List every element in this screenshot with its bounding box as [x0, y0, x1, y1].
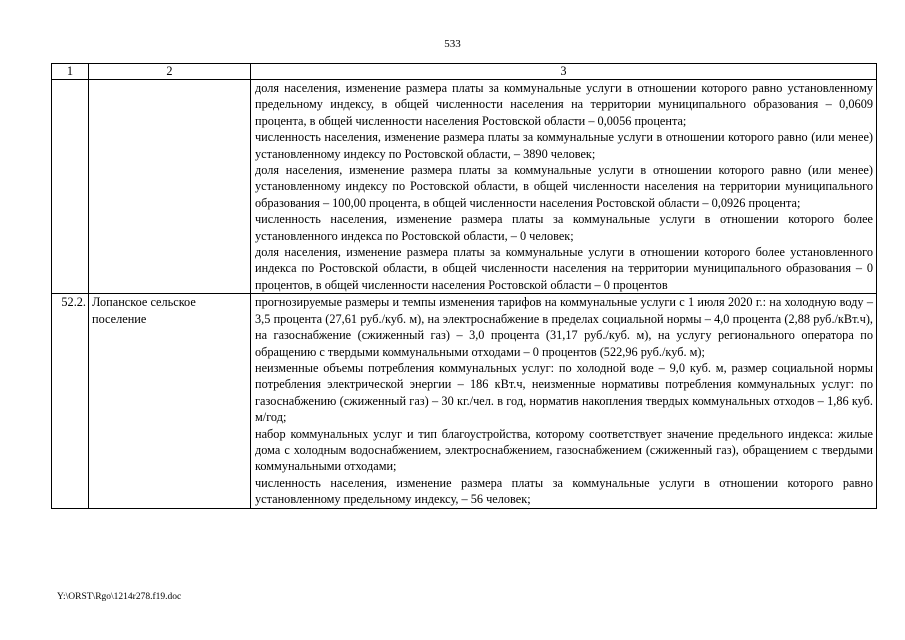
content-paragraph: численность населения, изменение размера платы за коммунальные услуги в отношении которого более установленного индекса по Ростовской области, – 0 человек; — [255, 212, 873, 243]
row-number — [52, 80, 89, 294]
row-content — [251, 294, 877, 508]
content-paragraph: численность населения, изменение размера платы за коммунальные услуги в отношении которого равно установленному предельному индексу, – 56 человек; — [255, 475, 873, 507]
content-paragraph: доля населения, изменение размера платы за коммунальные услуги в отношении которого более установленного индекса по Ростовской области, в общей численности населения на территории муниципального образования – 0 процентов, в общей численности населения Ростовской области – 0 процентов — [255, 245, 873, 292]
column-header-2: 2 — [89, 64, 251, 80]
settlement-name — [89, 80, 251, 294]
table-row — [52, 80, 877, 294]
content-paragraph: доля населения, изменение размера платы за коммунальные услуги в отношении которого равно (или менее) установленному индексу по Ростовской области, в общей численности населения на территории муниципального образования – 100,00 процента, в общей численности населения Ростовской области – 0,0926 процента; — [255, 163, 873, 210]
row-content — [251, 80, 877, 294]
content-paragraph: неизменные объемы потребления коммунальных услуг: по холодной воде – 9,0 куб. м, размер социальной нормы потребления электрической энергии – 186 кВт.ч, неизменные нормативы потребления коммунальных услуг: по газоснабжению (сжиженный газ) – 30 кг./чел. в год, норматив накопления твердых коммунальных отходов – 1,86 куб. м/год; — [255, 360, 873, 425]
column-header-1: 1 — [52, 64, 89, 80]
table-header-row — [52, 64, 877, 80]
content-paragraph: численность населения, изменение размера платы за коммунальные услуги в отношении которого равно (или менее) установленному индексу по Ростовской области, – 3890 человек; — [255, 130, 873, 161]
content-paragraph: набор коммунальных услуг и тип благоустройства, которому соответствует значение предельного индекса: жилые дома с холодным водоснабжением, электроснабжением, газоснабжением (сжиженный газ), обращением с твердыми коммунальными отходами; — [255, 426, 873, 474]
content-paragraph: прогнозируемые размеры и темпы изменения тарифов на коммунальные услуги с 1 июля 2020 г.: на холодную воду – 3,5 процента (27,61 руб./куб. м), на электроснабжение в пределах социальной нормы – 4,0 процента (2,88 руб./кВт.ч), на газоснабжение (сжиженный газ) – 3,0 процента (31,17 руб./куб. м), на услугу регионального оператора по обращению с твердыми коммунальными отходами – 0 процентов (522,96 руб./куб. м); — [255, 295, 873, 359]
footer-file-path: Y:\ORST\Rgo\1214r278.f19.doc — [57, 592, 182, 602]
table-row — [52, 294, 877, 508]
column-header-3: 3 — [251, 64, 877, 80]
content-paragraph: доля населения, изменение размера платы за коммунальные услуги в отношении которого равно установленному предельному индексу, в общей численности населения на территории муниципального образования – 0,0609 процента, в общей численности населения Ростовской области – 0,0056 процента; — [255, 81, 873, 128]
page-number: 533 — [444, 38, 461, 50]
settlement-name: Лопанское сельское поселение — [89, 294, 251, 508]
document-table — [51, 63, 877, 509]
row-number: 52.2. — [52, 294, 89, 508]
